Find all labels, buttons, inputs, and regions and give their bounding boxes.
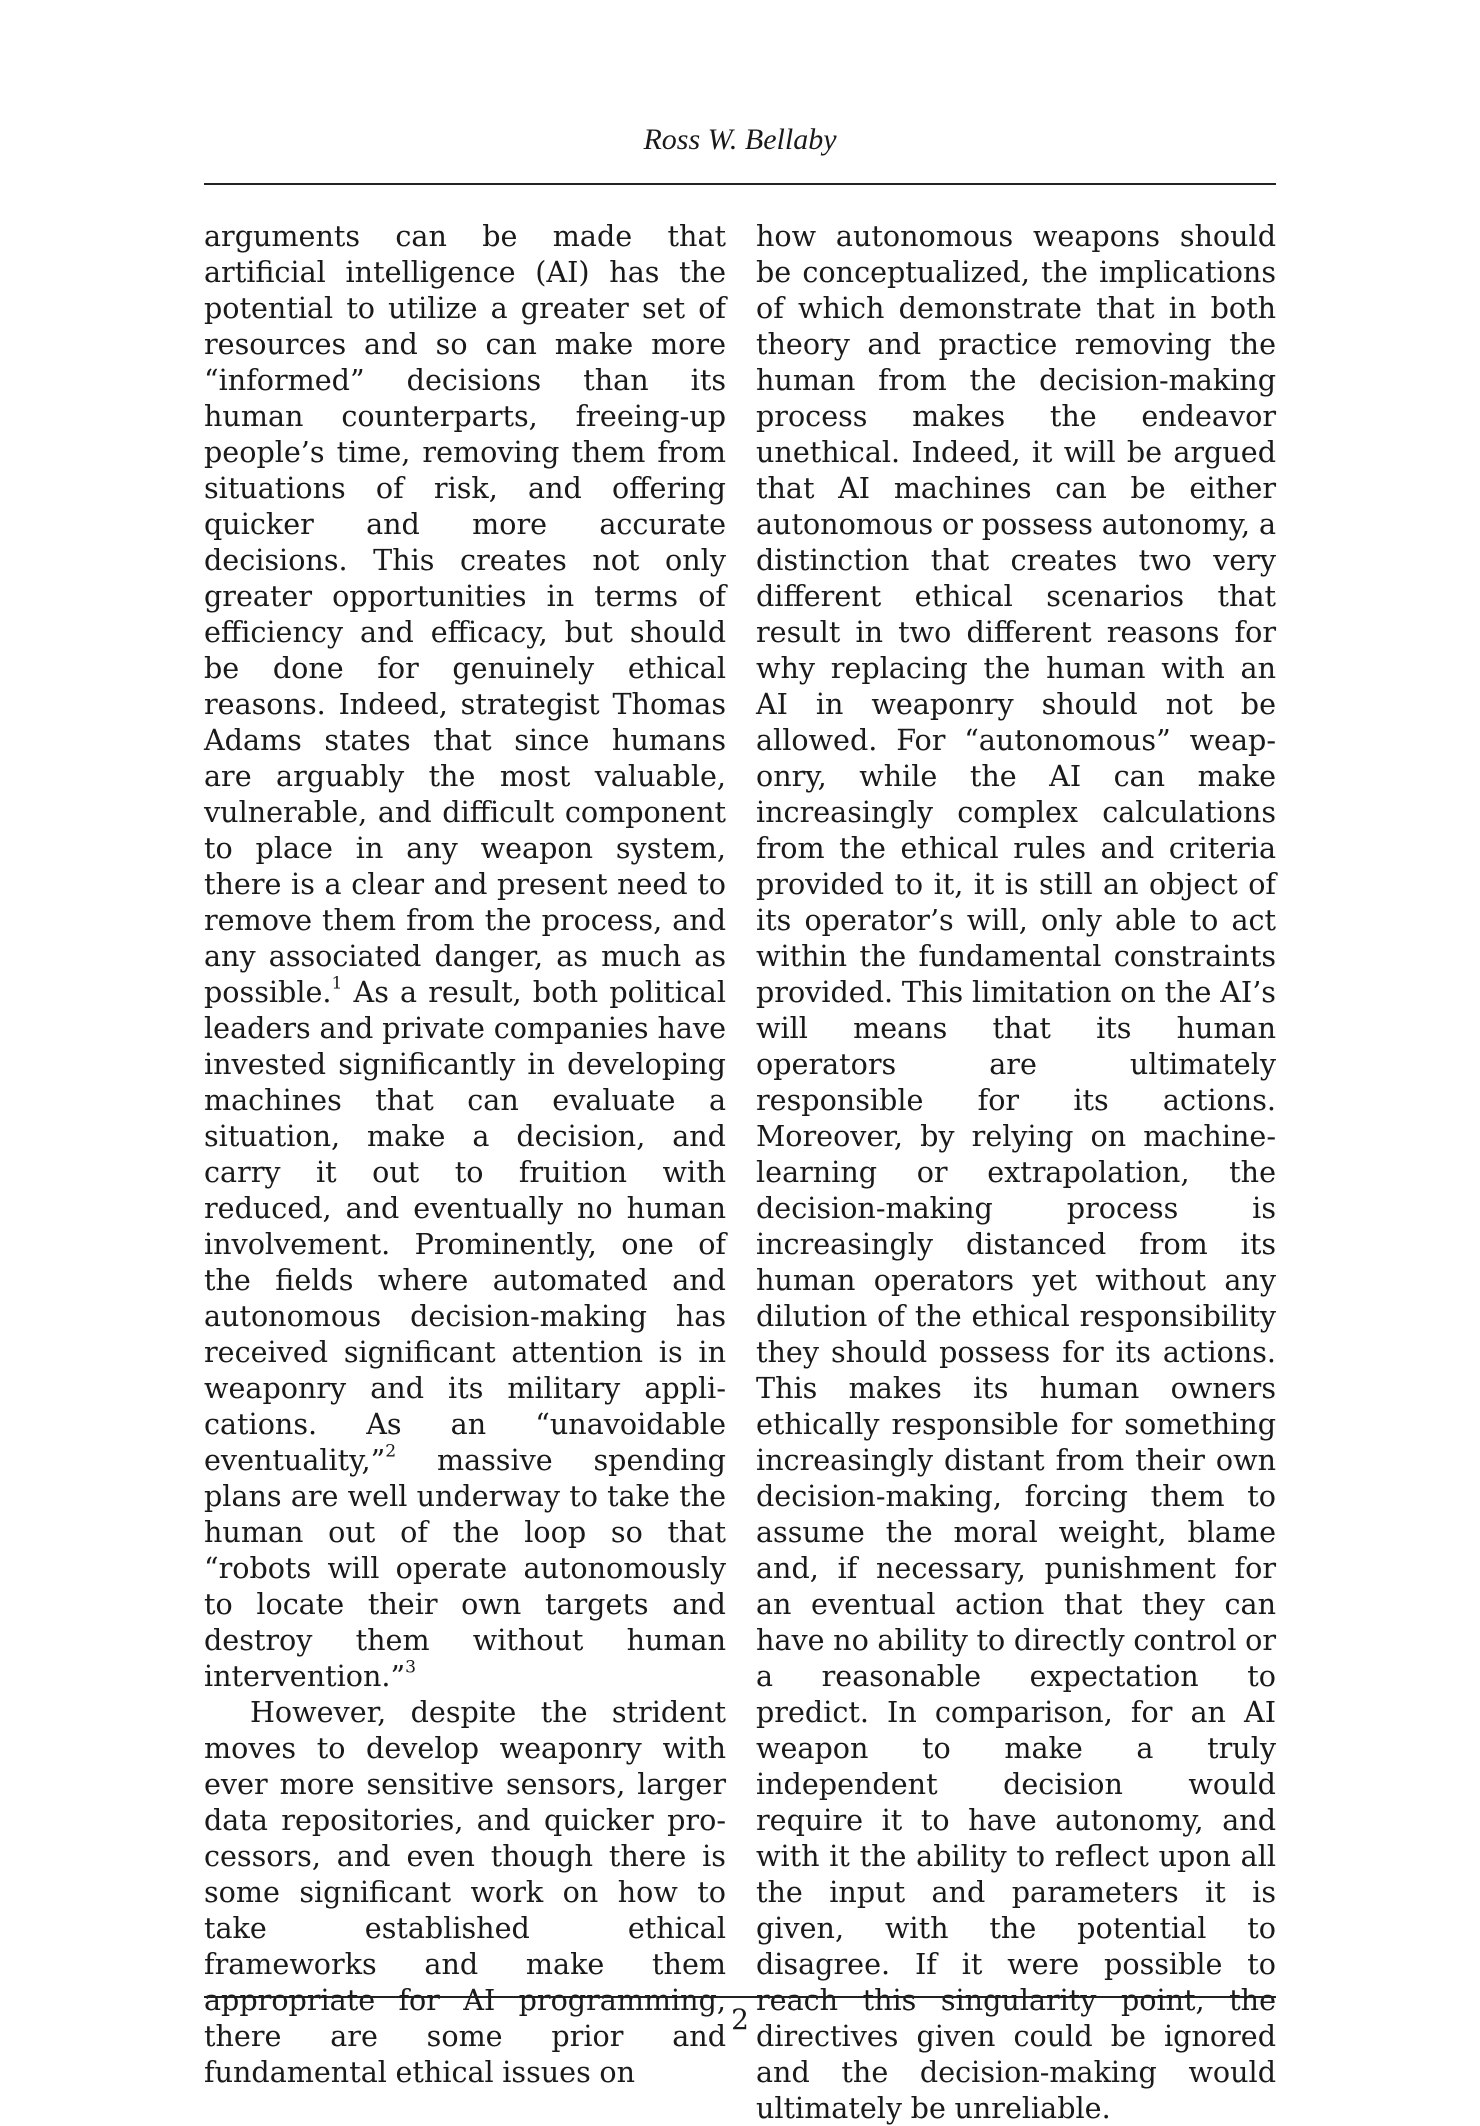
body-text: As a result, both political leaders and private companies have invested significantly in developing machines that can evaluate a situation, make a decision, and carry it out to fruition with reduced, and eventually no human involvement. Prominently, one of the fields where automated and autonomous decision-making has received significant attention is in weaponry and its military applications. As an “unavoidable eventuality,” <box>204 975 726 1477</box>
body-text: arguments can be made that artificial intelligence (AI) has the potential to utilize a greater set of resources and so can make more “informed” decisions than its human counterparts, freeing-up people’s time, removing them from situations of risk, and offering quicker and more accurate decisions. This creates not only greater opportunities in terms of efficiency and efficacy, but should be done for genuinely ethical reasons. Indeed, strategist Thomas Adams states that since humans are arguably the most valuable, vulnerable, and difficult component to place in any weapon system, there is a clear and present need to remove them from the process, and any associated danger, as much as possible. <box>204 219 726 1009</box>
footnote-marker[interactable]: 1 <box>331 973 343 994</box>
header-rule <box>204 183 1276 185</box>
body-text: massive spending plans are well underway to take the human out of the loop so that “robots will operate autonomously to locate their own targets and destroy them without human intervention.” <box>204 1443 726 1693</box>
paragraph: how autonomous weapons should be conceptualized, the implications of which demonstrate that in both theory and practice removing the human from the decision-making process makes the endeavor unethical. Indeed, it will be argued that AI machines can be either autonomous or possess autonomy, a distinction that creates two very different ethical scenarios that result in two different reasons for why replacing the human with an AI in weaponry should not be allowed. For “autonomous” weaponry, while the AI can make increasingly complex calculations from the ethical rules and criteria provided to it, it is still an object of its operator’s will, only able to act within the fundamental constraints provided. This limitation on the AI’s will means that its human operators are ultimately responsible for its actions. Moreover, by relying on machine-learning or extrapolation, the decision-making process is increasingly distanced from its human operators yet without any dilution of the ethical responsibility they should possess for its actions. This makes its human owners ethically responsible for something increasingly distant from their own decision-making, forcing them to assume the moral weight, blame and, if necessary, punishment for an eventual action that they can have no ability to directly control or a reasonable expectation to predict. In comparison, for an AI weapon to make a truly independent decision would require it to have autonomy, and with it the ability to reflect upon all the input and parameters it is given, with the potential to disagree. If it were possible to reach this singularity point, the directives given could be ignored and the decision-making would ultimately be unreliable. <box>756 219 1276 2125</box>
footer-rule <box>204 1996 1276 1998</box>
paragraph <box>204 218 726 1694</box>
left-column <box>204 218 726 2090</box>
page-number: 2 <box>731 2003 749 2036</box>
footnote-marker[interactable]: 2 <box>385 1441 397 1462</box>
right-column <box>756 218 1276 2126</box>
paragraph: However, despite the strident moves to develop weaponry with ever more sensitive sensors, larger data repositories, and quicker processors, and even though there is some significant work on how to take established ethical frameworks and make them appropriate for AI programming, there are some prior and fundamental ethical issues on <box>204 1695 726 2089</box>
running-head: Ross W. Bellaby <box>643 123 837 156</box>
footnote-marker[interactable]: 3 <box>405 1657 417 1678</box>
